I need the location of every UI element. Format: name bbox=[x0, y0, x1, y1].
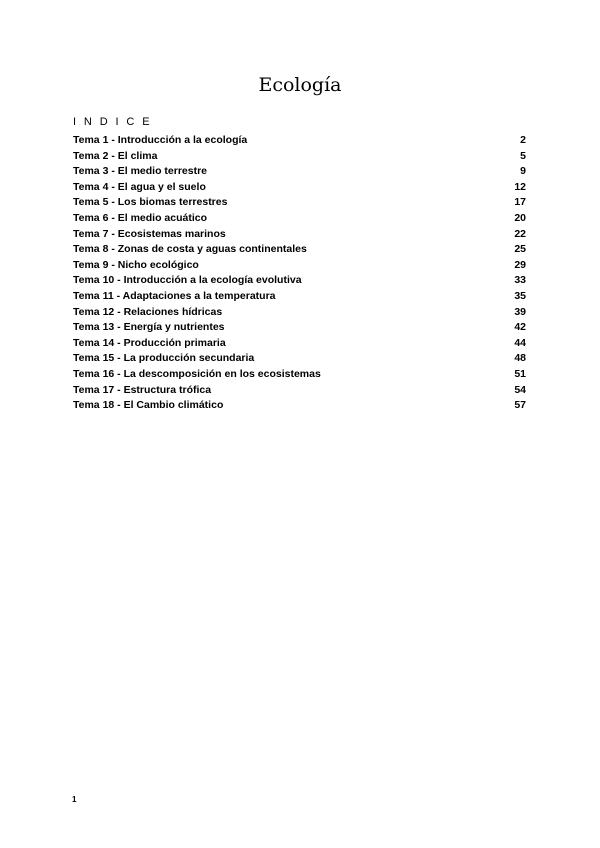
toc-entry[interactable] bbox=[73, 289, 526, 305]
toc-entry-page: 2 bbox=[520, 134, 526, 146]
toc-entry[interactable] bbox=[73, 195, 526, 211]
toc-entry-title: Tema 2 - El clima bbox=[73, 149, 158, 162]
toc-entry-page: 57 bbox=[514, 399, 526, 412]
toc-entry[interactable] bbox=[73, 258, 526, 274]
toc-entry-title: Tema 12 - Relaciones hídricas bbox=[73, 305, 223, 318]
toc-entry-page: 9 bbox=[520, 165, 526, 178]
toc-entry-title: Tema 1 - Introducción a la ecología bbox=[73, 134, 248, 146]
toc-entry[interactable] bbox=[73, 320, 526, 336]
toc-entry[interactable] bbox=[73, 398, 526, 414]
toc-entry-title: Tema 7 - Ecosistemas marinos bbox=[73, 227, 226, 240]
toc-entry-page: 25 bbox=[514, 243, 526, 256]
toc-entry-title: Tema 9 - Nicho ecológico bbox=[73, 258, 199, 271]
toc-entry-page: 17 bbox=[514, 196, 526, 209]
toc-entry-title: Tema 3 - El medio terrestre bbox=[73, 165, 208, 178]
toc-entry-title: Tema 5 - Los biomas terrestres bbox=[73, 196, 228, 209]
toc-entry-title: Tema 4 - El agua y el suelo bbox=[73, 180, 206, 193]
toc-entry-page: 33 bbox=[514, 274, 526, 287]
toc-entry-page: 51 bbox=[514, 367, 526, 380]
toc-entry-page: 20 bbox=[514, 211, 526, 224]
toc-entry-title: Tema 6 - El medio acuático bbox=[73, 211, 208, 224]
toc-entry-page: 48 bbox=[514, 352, 526, 365]
toc-entry-page: 29 bbox=[514, 258, 526, 271]
toc-entry-page: 12 bbox=[514, 180, 526, 193]
toc-entry[interactable] bbox=[73, 336, 526, 352]
toc-entry[interactable] bbox=[73, 164, 526, 180]
toc-entry-page: 22 bbox=[514, 227, 526, 240]
toc-entry[interactable] bbox=[73, 227, 526, 243]
toc-entry[interactable] bbox=[73, 273, 526, 289]
toc-entry-page: 44 bbox=[514, 336, 526, 349]
page-title: Ecología bbox=[258, 74, 342, 96]
index-heading: I N D I C E bbox=[73, 116, 152, 128]
toc-entry[interactable] bbox=[73, 149, 526, 165]
toc-entry-title: Tema 11 - Adaptaciones a la temperatura bbox=[73, 289, 276, 302]
toc-entry-title: Tema 13 - Energía y nutrientes bbox=[73, 321, 225, 334]
footer-page-number: 1 bbox=[72, 795, 77, 804]
toc-entry[interactable] bbox=[73, 383, 526, 399]
toc-entry[interactable] bbox=[73, 367, 526, 383]
toc-entry-title: Tema 17 - Estructura trófica bbox=[73, 383, 212, 396]
toc-entry-page: 42 bbox=[514, 321, 526, 334]
toc-entry-page: 39 bbox=[514, 305, 526, 318]
toc-entry[interactable] bbox=[73, 242, 526, 258]
toc-entry[interactable] bbox=[73, 180, 526, 196]
table-of-contents bbox=[73, 133, 526, 414]
toc-entry-title: Tema 15 - La producción secundaria bbox=[73, 352, 255, 365]
toc-entry-title: Tema 10 - Introducción a la ecología evolutiva bbox=[73, 274, 302, 287]
toc-entry[interactable] bbox=[73, 211, 526, 227]
toc-entry-title: Tema 16 - La descomposición en los ecosistemas bbox=[73, 367, 321, 380]
toc-entry-page: 35 bbox=[514, 289, 526, 302]
toc-entry-page: 54 bbox=[514, 383, 526, 396]
toc-entry-title: Tema 18 - El Cambio climático bbox=[73, 399, 224, 412]
toc-entry[interactable] bbox=[73, 351, 526, 367]
toc-entry-title: Tema 8 - Zonas de costa y aguas continentales bbox=[73, 243, 307, 256]
toc-entry-page: 5 bbox=[520, 149, 526, 162]
toc-entry[interactable] bbox=[73, 133, 526, 149]
toc-entry[interactable] bbox=[73, 305, 526, 321]
toc-entry-title: Tema 14 - Producción primaria bbox=[73, 336, 226, 349]
